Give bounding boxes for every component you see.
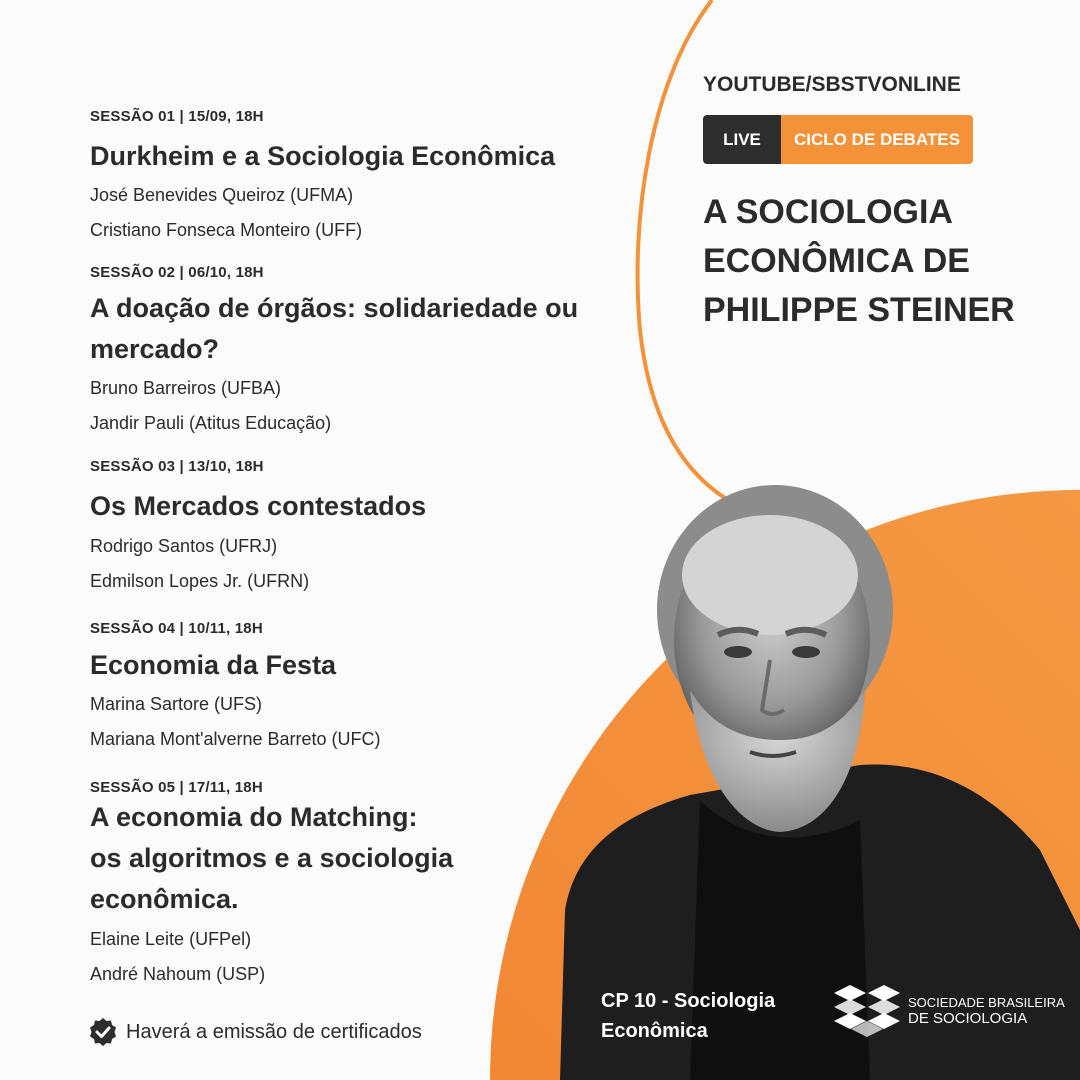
session-3-label: SESSÃO 03 | 13/10, 18H — [90, 458, 264, 475]
session-3-speaker-1: Rodrigo Santos (UFRJ) — [90, 536, 278, 556]
session-3-title: Os Mercados contestados — [90, 491, 427, 521]
live-badge: LIVE — [703, 115, 781, 164]
session-5-title: A economia do Matching: os algoritmos e a sociologia econômica. — [90, 802, 454, 914]
certificate-text: Haverá a emissão de certificados — [126, 1020, 422, 1043]
research-committee-label: CP 10 - Sociologia Econômica — [601, 990, 776, 1042]
session-1-speaker-1: José Benevides Queiroz (UFMA) — [90, 185, 354, 205]
page-title: A SOCIOLOGIA ECONÔMICA DE PHILIPPE STEINER — [703, 193, 1015, 329]
session-5-label: SESSÃO 05 | 17/11, 18H — [90, 779, 263, 796]
sbs-logo-icon — [834, 985, 900, 1037]
session-4-speaker-2: Mariana Mont'alverne Barreto (UFC) — [90, 729, 381, 749]
verified-check-icon — [88, 1017, 118, 1047]
session-2-title: A doação de órgãos: solidariedade ou mercado? — [90, 293, 579, 364]
session-1-speaker-2: Cristiano Fonseca Monteiro (UFF) — [90, 220, 363, 240]
cycle-badge: CICLO DE DEBATES — [781, 115, 973, 164]
session-5-speaker-2: André Nahoum (USP) — [90, 964, 266, 984]
session-5-speaker-1: Elaine Leite (UFPel) — [90, 929, 252, 949]
session-3-speaker-2: Edmilson Lopes Jr. (UFRN) — [90, 571, 310, 591]
session-2-label: SESSÃO 02 | 06/10, 18H — [90, 264, 264, 281]
session-4-title: Economia da Festa — [90, 650, 337, 680]
event-badge — [703, 115, 973, 164]
session-2-speaker-2: Jandir Pauli (Atitus Educação) — [90, 413, 332, 433]
sbs-logo-text: SOCIEDADE BRASILEIRA DE SOCIOLOGIA — [908, 995, 1065, 1027]
session-1-label: SESSÃO 01 | 15/09, 18H — [90, 108, 264, 125]
certificate-note — [88, 1017, 422, 1047]
session-4-label: SESSÃO 04 | 10/11, 18H — [90, 620, 263, 637]
session-2-speaker-1: Bruno Barreiros (UFBA) — [90, 378, 282, 398]
channel-link[interactable]: YOUTUBE/SBSTVONLINE — [703, 73, 961, 96]
session-1-title: Durkheim e a Sociologia Econômica — [90, 141, 556, 171]
session-4-speaker-1: Marina Sartore (UFS) — [90, 694, 263, 714]
